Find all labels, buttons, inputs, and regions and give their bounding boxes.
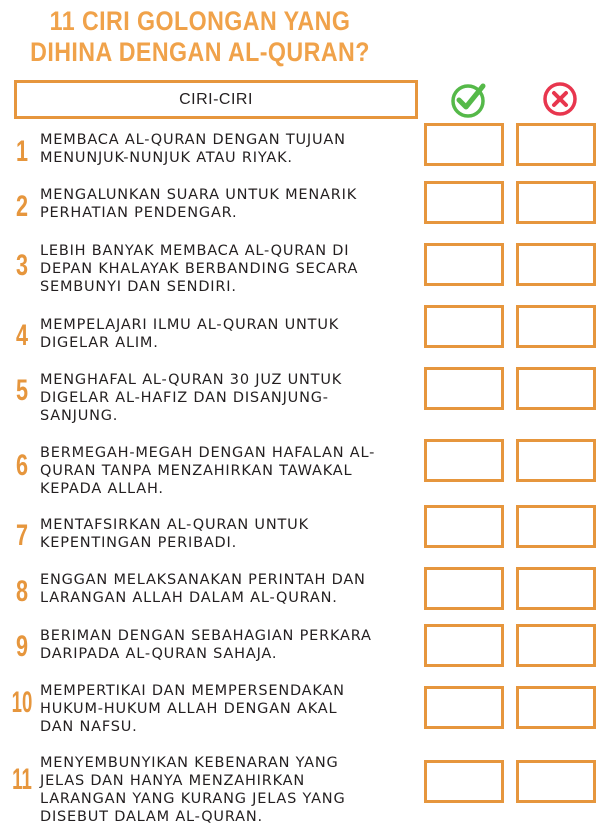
item-text-line: MENYEMBUNYIKAN KEBENARAN YANG	[40, 755, 339, 771]
column-header-label: CIRI-CIRI	[179, 90, 253, 108]
item-text	[40, 444, 395, 498]
item-text-line: SEMBUNYI DAN SENDIRI.	[40, 279, 237, 295]
disagree-checkbox[interactable]	[516, 760, 596, 803]
x-circle-icon	[541, 80, 579, 118]
item-text-line: DIGELAR ALIM.	[40, 335, 159, 351]
agree-checkbox[interactable]	[424, 243, 504, 286]
disagree-checkbox[interactable]	[516, 624, 596, 667]
item-text-line: DIGELAR AL-HAFIZ DAN DISANJUNG-	[40, 390, 329, 406]
item-text	[40, 516, 395, 552]
disagree-checkbox[interactable]	[516, 367, 596, 410]
item-text-line: DEPAN KHALAYAK BERBANDING SECARA	[40, 261, 359, 277]
item-text-line: DISEBUT DALAM AL-QURAN.	[40, 809, 263, 825]
title-line-1: 11 CIRI GOLONGAN YANG	[49, 6, 351, 36]
agree-checkbox[interactable]	[424, 505, 504, 548]
disagree-checkbox[interactable]	[516, 243, 596, 286]
item-text-line: DARIPADA AL-QURAN SAHAJA.	[40, 646, 278, 662]
title-line-2: DIHINA DENGAN AL-QURAN?	[30, 37, 370, 67]
item-text	[40, 371, 395, 425]
item-number: 1	[15, 135, 29, 168]
item-text-line: MEMPERTIKAI DAN MEMPERSENDAKAN	[40, 683, 345, 699]
item-text	[40, 754, 395, 826]
disagree-checkbox[interactable]	[516, 567, 596, 610]
agree-checkbox[interactable]	[424, 305, 504, 348]
item-text-line: MENGHAFAL AL-QURAN 30 JUZ UNTUK	[40, 372, 343, 388]
item-text-line: BERMEGAH-MEGAH DENGAN HAFALAN AL-	[40, 445, 376, 461]
page-title	[28, 6, 372, 68]
item-text-line: LEBIH BANYAK MEMBACA AL-QURAN DI	[40, 243, 350, 259]
item-text-line: ENGGAN MELAKSANAKAN PERINTAH DAN	[40, 572, 366, 588]
item-text-line: MENGALUNKAN SUARA UNTUK MENARIK	[40, 187, 358, 203]
item-number: 2	[15, 190, 29, 223]
item-text	[40, 627, 395, 663]
item-text-line: DAN NAFSU.	[40, 719, 138, 735]
item-number: 5	[15, 374, 29, 407]
item-number: 7	[15, 519, 29, 552]
item-text	[40, 571, 395, 607]
agree-checkbox[interactable]	[424, 624, 504, 667]
item-text-line: BERIMAN DENGAN SEBAHAGIAN PERKARA	[40, 628, 372, 644]
item-number: 4	[15, 319, 29, 352]
column-header-ciri	[14, 80, 418, 119]
item-text-line: HUKUM-HUKUM ALLAH DENGAN AKAL	[40, 701, 338, 717]
item-text-line: LARANGAN YANG KURANG JELAS YANG	[40, 791, 346, 807]
item-number: 10	[11, 686, 33, 719]
disagree-checkbox[interactable]	[516, 505, 596, 548]
agree-checkbox[interactable]	[424, 567, 504, 610]
item-text-line: MEMBACA AL-QURAN DENGAN TUJUAN	[40, 132, 346, 148]
item-text-line: KEPENTINGAN PERIBADI.	[40, 535, 237, 551]
item-text-line: SANJUNG.	[40, 408, 119, 424]
item-number: 9	[15, 630, 29, 663]
disagree-checkbox[interactable]	[516, 181, 596, 224]
item-text	[40, 186, 395, 222]
disagree-checkbox[interactable]	[516, 439, 596, 482]
item-text-line: KEPADA ALLAH.	[40, 481, 164, 497]
item-text-line: LARANGAN ALLAH DALAM AL-QURAN.	[40, 590, 338, 606]
item-text	[40, 682, 395, 736]
agree-checkbox[interactable]	[424, 367, 504, 410]
agree-checkbox[interactable]	[424, 181, 504, 224]
item-text-line: MENTAFSIRKAN AL-QURAN UNTUK	[40, 517, 309, 533]
disagree-checkbox[interactable]	[516, 305, 596, 348]
item-text-line: MENUNJUK-NUNJUK ATAU RIYAK.	[40, 150, 293, 166]
item-text	[40, 242, 395, 296]
item-number: 3	[15, 249, 29, 282]
check-circle-icon	[449, 80, 487, 118]
agree-checkbox[interactable]	[424, 686, 504, 729]
item-text	[40, 131, 395, 167]
agree-checkbox[interactable]	[424, 760, 504, 803]
item-text	[40, 316, 395, 352]
item-number: 11	[12, 763, 32, 796]
item-number: 6	[15, 449, 29, 482]
agree-checkbox[interactable]	[424, 439, 504, 482]
item-number: 8	[15, 575, 29, 608]
item-text-line: QURAN TANPA MENZAHIRKAN TAWAKAL	[40, 463, 353, 479]
item-text-line: JELAS DAN HANYA MENZAHIRKAN	[40, 773, 306, 789]
item-text-line: MEMPELAJARI ILMU AL-QURAN UNTUK	[40, 317, 340, 333]
disagree-checkbox[interactable]	[516, 686, 596, 729]
item-text-line: PERHATIAN PENDENGAR.	[40, 205, 238, 221]
agree-checkbox[interactable]	[424, 123, 504, 166]
disagree-checkbox[interactable]	[516, 123, 596, 166]
